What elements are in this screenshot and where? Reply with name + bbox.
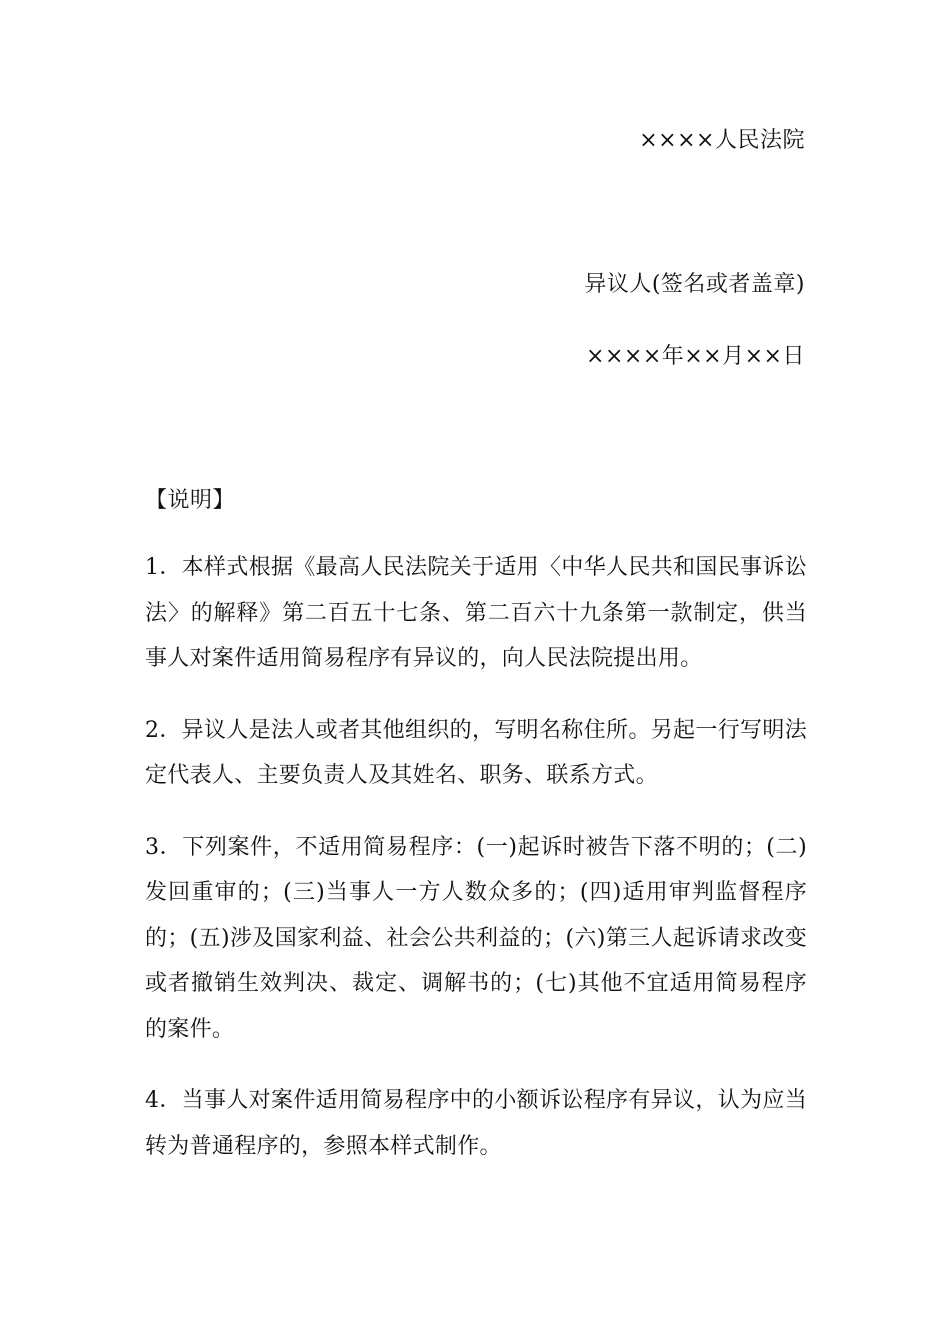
objector-signature-line: 异议人(签名或者盖章) (584, 272, 805, 297)
note-item-2: 2．异议人是法人或者其他组织的，写明名称住所。另起一行写明法定代表人、主要负责人及其姓名、职务、联系方式。 (145, 717, 807, 788)
court-name: ××××人民法院 (639, 128, 805, 153)
signature-date: ××××年××月××日 (586, 344, 805, 369)
note-item-3: 3．下列案件，不适用简易程序：(一)起诉时被告下落不明的；(二)发回重审的；(三)当事人一方人数众多的；(四)适用审判监督程序的；(五)涉及国家利益、社会公共利益的；(六)第三人起诉请求改变或者撤销生效判决、裁定、调解书的；(七)其他不宜适用简易程序的案件。 (145, 834, 807, 1042)
notes-heading: 【说明】 (145, 488, 236, 513)
note-item-1: 1．本样式根据《最高人民法院关于适用〈中华人民共和国民事诉讼法〉的解释》第二百五十七条、第二百六十九条第一款制定，供当事人对案件适用简易程序有异议的，向人民法院提出用。 (145, 555, 807, 671)
notes-section (145, 486, 807, 1195)
note-item-4: 4．当事人对案件适用简易程序中的小额诉讼程序有异议，认为应当转为普通程序的，参照本样式制作。 (145, 1088, 807, 1159)
